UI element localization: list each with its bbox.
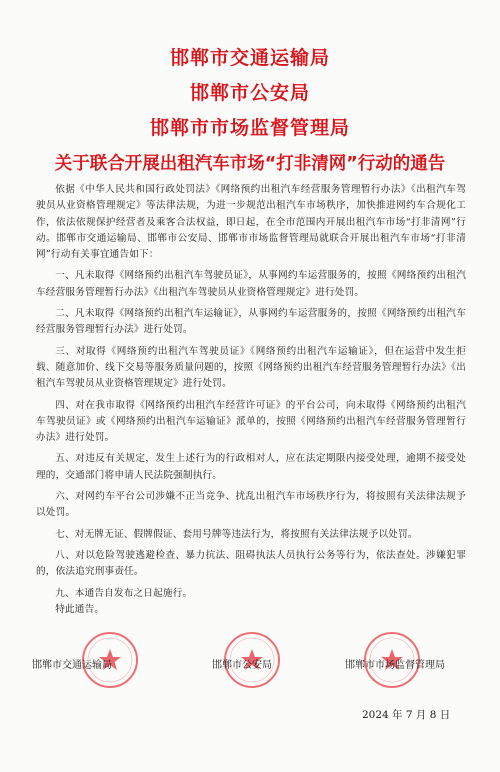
paragraph-item-5: 五、对违反有关规定，发生上述行为的行政相对人，应在法定期限内接受处理，逾期不接受处理的，交通部门将申请人民法院强制执行。 — [36, 453, 466, 481]
issuer-transport-bureau: 邯郸市交通运输局 — [169, 47, 330, 69]
paragraph-intro: 依据《中华人民共和国行政处罚法》《网络预约出租汽车经营服务管理暂行办法》《出租汽车驾驶员从业资格管理规定》等法律法规，为进一步规范出租汽车市场秩序，加快推进网约车合规化工作，依法依规保护经营者及乘客合法权益，即日起，在全市范围内开展出租汽车市场“打非清网”行动。邯郸市交通运输局、邯郸市公安局、邯郸市市场监督管理局就联合开展出租汽车市场“打非清网”行动有关事宜通告如下： — [36, 184, 466, 261]
notice-title: 关于联合开展出租汽车市场“打非清网”行动的通告 — [54, 154, 446, 174]
paragraph-item-8: 八、对以危险驾驶逃避检查、暴力抗法、阻碍执法人员执行公务等行为，依法查处。涉嫌犯罪的，依法追究刑事责任。 — [36, 549, 466, 578]
issuer-public-security-bureau: 邯郸市公安局 — [189, 82, 310, 104]
paragraph-item-6: 六、对网约车平台公司涉嫌不正当竞争、扰乱出租汽车市场秩序行为，将按照有关法律法规予以处罚。 — [36, 491, 466, 519]
paragraph-item-9: 九、本通告自发布之日起施行。 — [55, 587, 193, 599]
notice-body — [36, 182, 466, 618]
paragraph-item-1: 一、凡未取得《网络预约出租汽车驾驶员证》，从事网约车运营服务的，按照《网络预约出租汽车经营服务管理暂行办法》《出租汽车驾驶员从业资格管理规定》进行处罚。 — [36, 270, 466, 298]
paragraph-item-2: 二、凡未取得《网络预约出租汽车运输证》，从事网约车运营服务的，按照《网络预约出租汽车经营服务管理暂行办法》进行处罚。 — [36, 308, 466, 336]
paragraph-item-4: 四、对在我市取得《网络预约出租汽车经营许可证》的平台公司，向未取得《网络预约出租汽车驾驶员证》或《网络预约出租汽车运输证》派单的，按照《网络预约出租汽车经营服务管理暂行办法》进行处罚。 — [36, 399, 466, 444]
paragraph-closing: 特此通告。 — [55, 603, 105, 615]
signature-public-security-bureau: 邯郸市公安局 — [212, 660, 272, 671]
signature-market-supervision-bureau: 邯郸市市场监督管理局 — [345, 660, 445, 671]
issue-date: 2024 年 7 月 8 日 — [362, 709, 451, 721]
paragraph-item-3: 三、对取得《网络预约出租汽车驾驶员证》《网络预约出租汽车运输证》，但在运营中发生拒载、随意加价、线下交易等服务质量问题的，按照《网络预约出租汽车经营服务管理暂行办法》《出租汽车驾驶员从业资格管理规定》进行处罚。 — [36, 345, 466, 390]
issuer-market-supervision-bureau: 邯郸市市场监督管理局 — [149, 117, 350, 139]
paragraph-item-7: 七、对无牌无证、假牌假证、套用号牌等违法行为，将按照有关法律法规予以处罚。 — [55, 528, 418, 540]
signature-transport-bureau: 邯郸市交通运输局 — [32, 660, 112, 671]
